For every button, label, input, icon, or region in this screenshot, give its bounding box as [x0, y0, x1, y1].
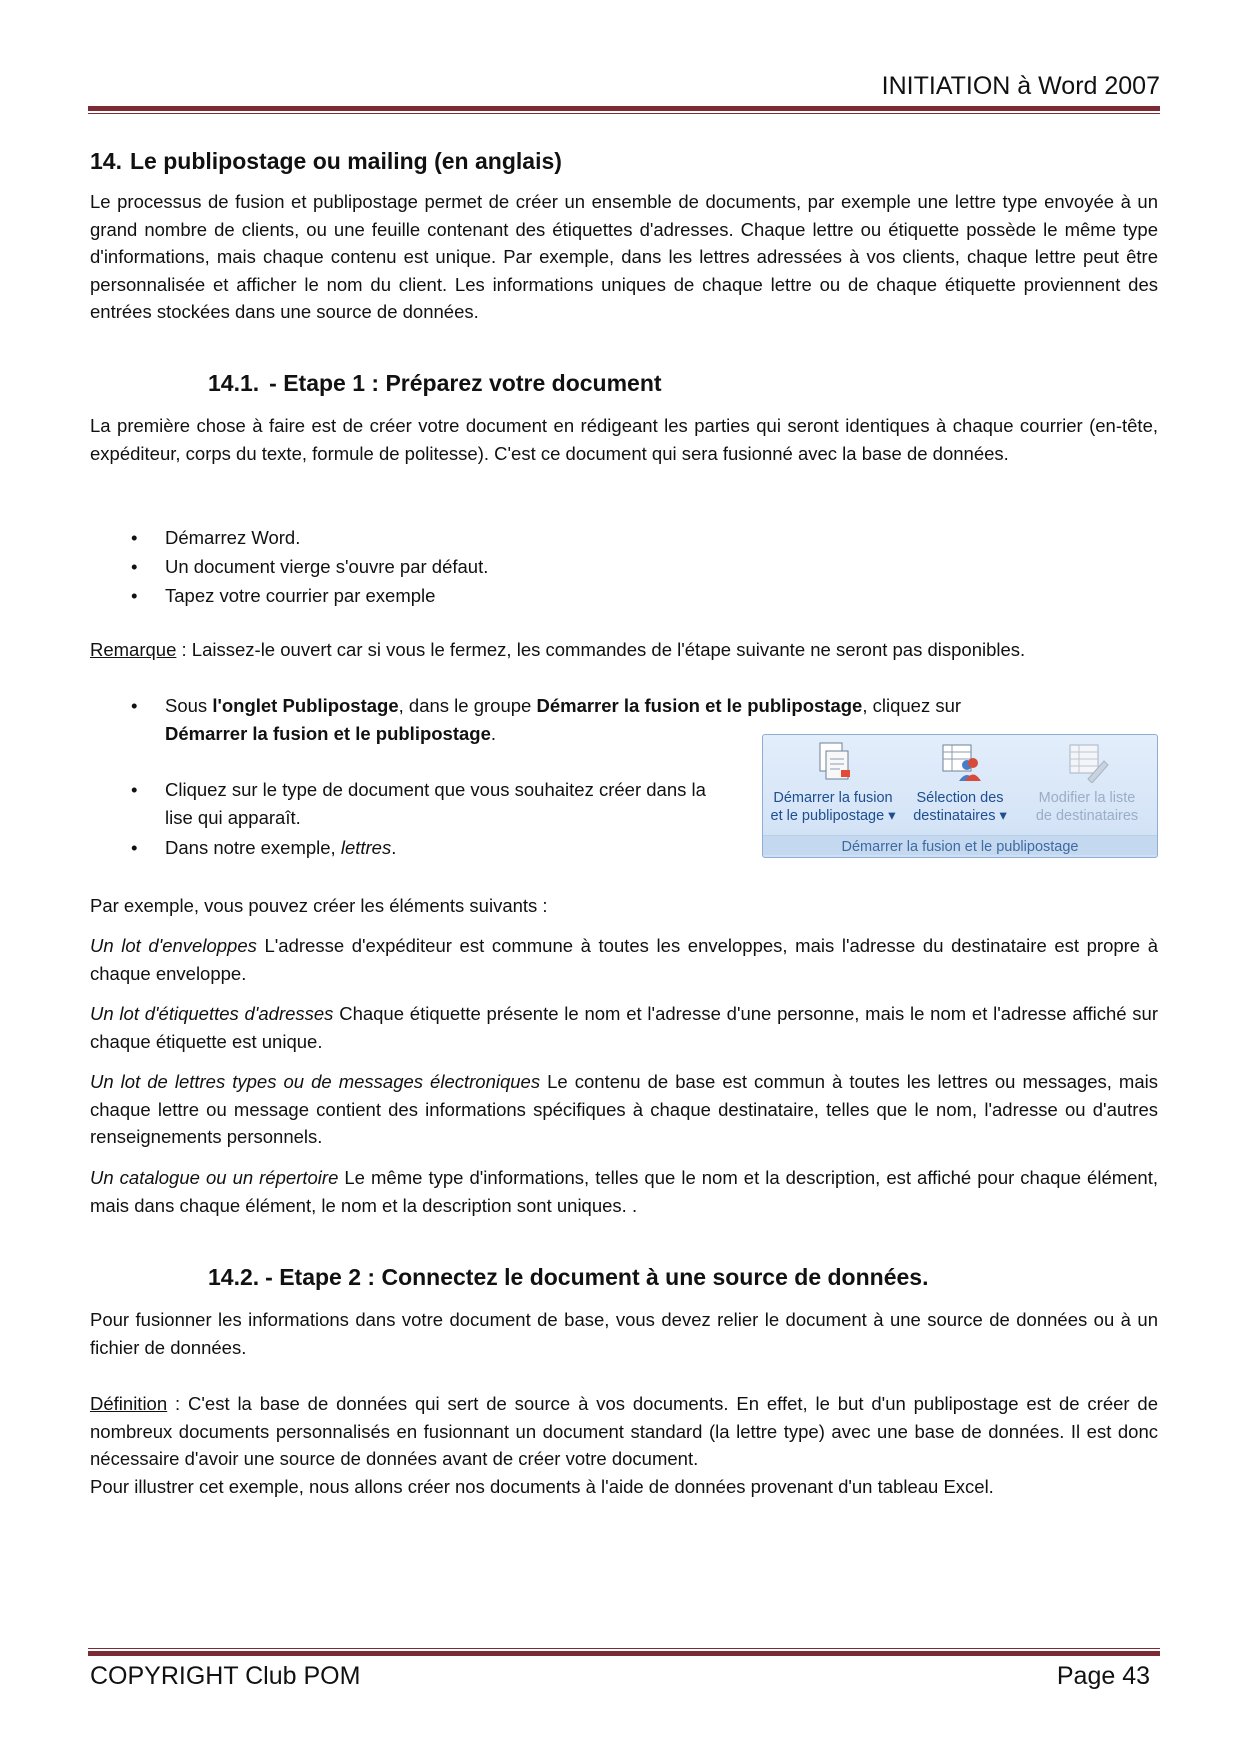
remark-text: : Laissez-le ouvert car si vous le fermez, les commandes de l'étape suivante ne seront pas disponibles. [176, 639, 1026, 660]
recipients-icon [937, 741, 983, 783]
example-item [90, 1164, 1158, 1219]
example-item [90, 932, 1158, 987]
sous-bold-group: Démarrer la fusion et le publipostage [536, 695, 863, 716]
step1-title: - Etape 1 : Préparez votre document [269, 370, 662, 396]
exemple-end: . [391, 837, 397, 858]
step1-number: 14.1. [208, 370, 260, 396]
sous-bold-command: Démarrer la fusion et le publipostage [165, 722, 491, 744]
step1-intro: La première chose à faire est de créer votre document en rédigeant les parties qui seront identiques à chaque courrier (en-tête, expéditeur, corps du texte, formule de politesse). C'est ce document qui sera fusionné avec la base de données. [90, 415, 1158, 464]
start-merge-label-1: Démarrer la fusion [773, 790, 893, 806]
ribbon-group-label: Démarrer la fusion et le publipostage [763, 835, 1157, 855]
list-item: • Tapez votre courrier par exemple [131, 585, 436, 606]
header-title: INITIATION à Word 2007 [881, 72, 1160, 100]
definition [90, 1390, 1158, 1500]
edit-list-label-2: de destinataires [1035, 808, 1139, 824]
section-heading [90, 148, 562, 175]
section-title: Le publipostage ou mailing (en anglais) [129, 148, 562, 174]
sous-text-3: , cliquez sur [862, 695, 962, 716]
example-term: Un lot de lettres types ou de messages électroniques [90, 1071, 541, 1092]
sous-text: Sous [165, 695, 213, 716]
example-item [90, 1068, 1158, 1151]
footer-copyright: COPYRIGHT Club POM [90, 1662, 361, 1690]
sous-text-2: , dans le groupe [398, 695, 537, 716]
edit-list-icon [1064, 741, 1110, 783]
footer-rule [88, 1648, 1160, 1656]
list-item-text: Un document vierge s'ouvre par défaut. [165, 556, 489, 577]
definition-label: Définition [90, 1393, 168, 1414]
list-item-text: Démarrez Word. [165, 527, 301, 548]
select-recipients-button[interactable] [895, 741, 1025, 825]
example-term: Un catalogue ou un répertoire [90, 1167, 339, 1188]
step2-title: - Etape 2 : Connectez le document à une source de données. [265, 1264, 929, 1290]
remark [90, 636, 1158, 664]
start-merge-label-2: et le publipostage ▾ [770, 808, 896, 824]
example-item [90, 1000, 1158, 1055]
header-rule [88, 106, 1160, 114]
list-item: • Un document vierge s'ouvre par défaut. [131, 556, 489, 577]
exemple-text: Dans notre exemple, [165, 837, 341, 858]
step1-heading [208, 370, 662, 397]
sous-text-4: . [490, 722, 497, 744]
example-desc: Le même type d'informations, telles que le nom et la description, est affiché pour chaque élément, mais dans chaque élément, le nom et la description sont uniques. . [90, 1167, 1158, 1216]
document-merge-icon [810, 741, 856, 783]
select-recipients-label-2: destinataires ▾ [913, 808, 1007, 824]
step2-number: 14.2. [208, 1264, 260, 1290]
example-term: Un lot d'enveloppes [90, 935, 257, 956]
sous-bold-tab: l'onglet Publipostage [212, 695, 399, 716]
definition-text: : C'est la base de données qui sert de source à vos documents. En effet, le but d'un publipostage est de créer de nombreux documents personnalisés en fusionnant un document standard (la lettre type) avec une base de données. Il est donc nécessaire d'avoir une source de données avant de créer votre document. [90, 1393, 1158, 1469]
list-item-type: • Cliquez sur le type de document que vous souhaitez créer dans la lise qui apparaît. [131, 779, 706, 828]
exemple-italic: lettres [340, 837, 392, 858]
step2-last: Pour illustrer cet exemple, nous allons créer nos documents à l'aide de données provenant d'un tableau Excel. [90, 1475, 994, 1497]
section-number: 14. [90, 148, 122, 174]
section-intro: Le processus de fusion et publipostage permet de créer un ensemble de documents, par exemple une lettre type envoyée à un grand nombre de clients, ou une feuille contenant des étiquettes d'adresses. Chaque lettre ou étiquette possède le même type d'informations, mais chaque contenu est unique. Par exemple, dans les lettres adressées à vos clients, chaque lettre peut être personnalisée et afficher le nom du client. Les informations uniques de chaque lettre ou de chaque étiquette proviennent des entrées stockées dans une source de données. [90, 191, 1158, 322]
start-merge-button[interactable] [768, 741, 898, 825]
step2-heading [208, 1264, 928, 1291]
list-item: • Démarrez Word. [131, 527, 301, 548]
list-item-text: Cliquez sur le type de document que vous souhaitez créer dans la lise qui apparaît. [165, 779, 706, 828]
list-item-exemple: • Dans notre exemple, lettres. [131, 837, 397, 858]
list-item-text: Tapez votre courrier par exemple [165, 585, 436, 606]
examples-intro: Par exemple, vous pouvez créer les éléments suivants : [90, 895, 548, 916]
example-term: Un lot d'étiquettes d'adresses [90, 1003, 334, 1024]
page-number: Page 43 [1056, 1662, 1150, 1690]
edit-list-label-1: Modifier la liste [1038, 790, 1136, 806]
list-item-sous: • Sous l'onglet Publipostage, dans le groupe Démarrer la fusion et le publipostage, cliquez sur Démarrer la fusion et le publipostage. [131, 695, 962, 744]
example-desc: L'adresse d'expéditeur est commune à toutes les enveloppes, mais l'adresse du destinataire est propre à chaque enveloppe. [90, 935, 1158, 984]
example-desc: Le contenu de base est commun à toutes les lettres ou messages, mais chaque lettre ou message contient des informations spécifiques à chaque destinataire, telles que le nom, l'adresse ou d'autres renseignements personnels. [90, 1071, 1158, 1147]
select-recipients-label-1: Sélection des [916, 790, 1004, 806]
edit-recipient-list-button[interactable] [1022, 741, 1152, 825]
ribbon-group [762, 734, 1158, 858]
example-desc: Chaque étiquette présente le nom et l'adresse d'une personne, mais le nom et l'adresse affiché sur chaque étiquette est unique. [90, 1003, 1158, 1052]
step2-intro: Pour fusionner les informations dans votre document de base, vous devez relier le document à une source de données ou à un fichier de données. [90, 1309, 1158, 1358]
remark-label: Remarque [90, 639, 177, 660]
